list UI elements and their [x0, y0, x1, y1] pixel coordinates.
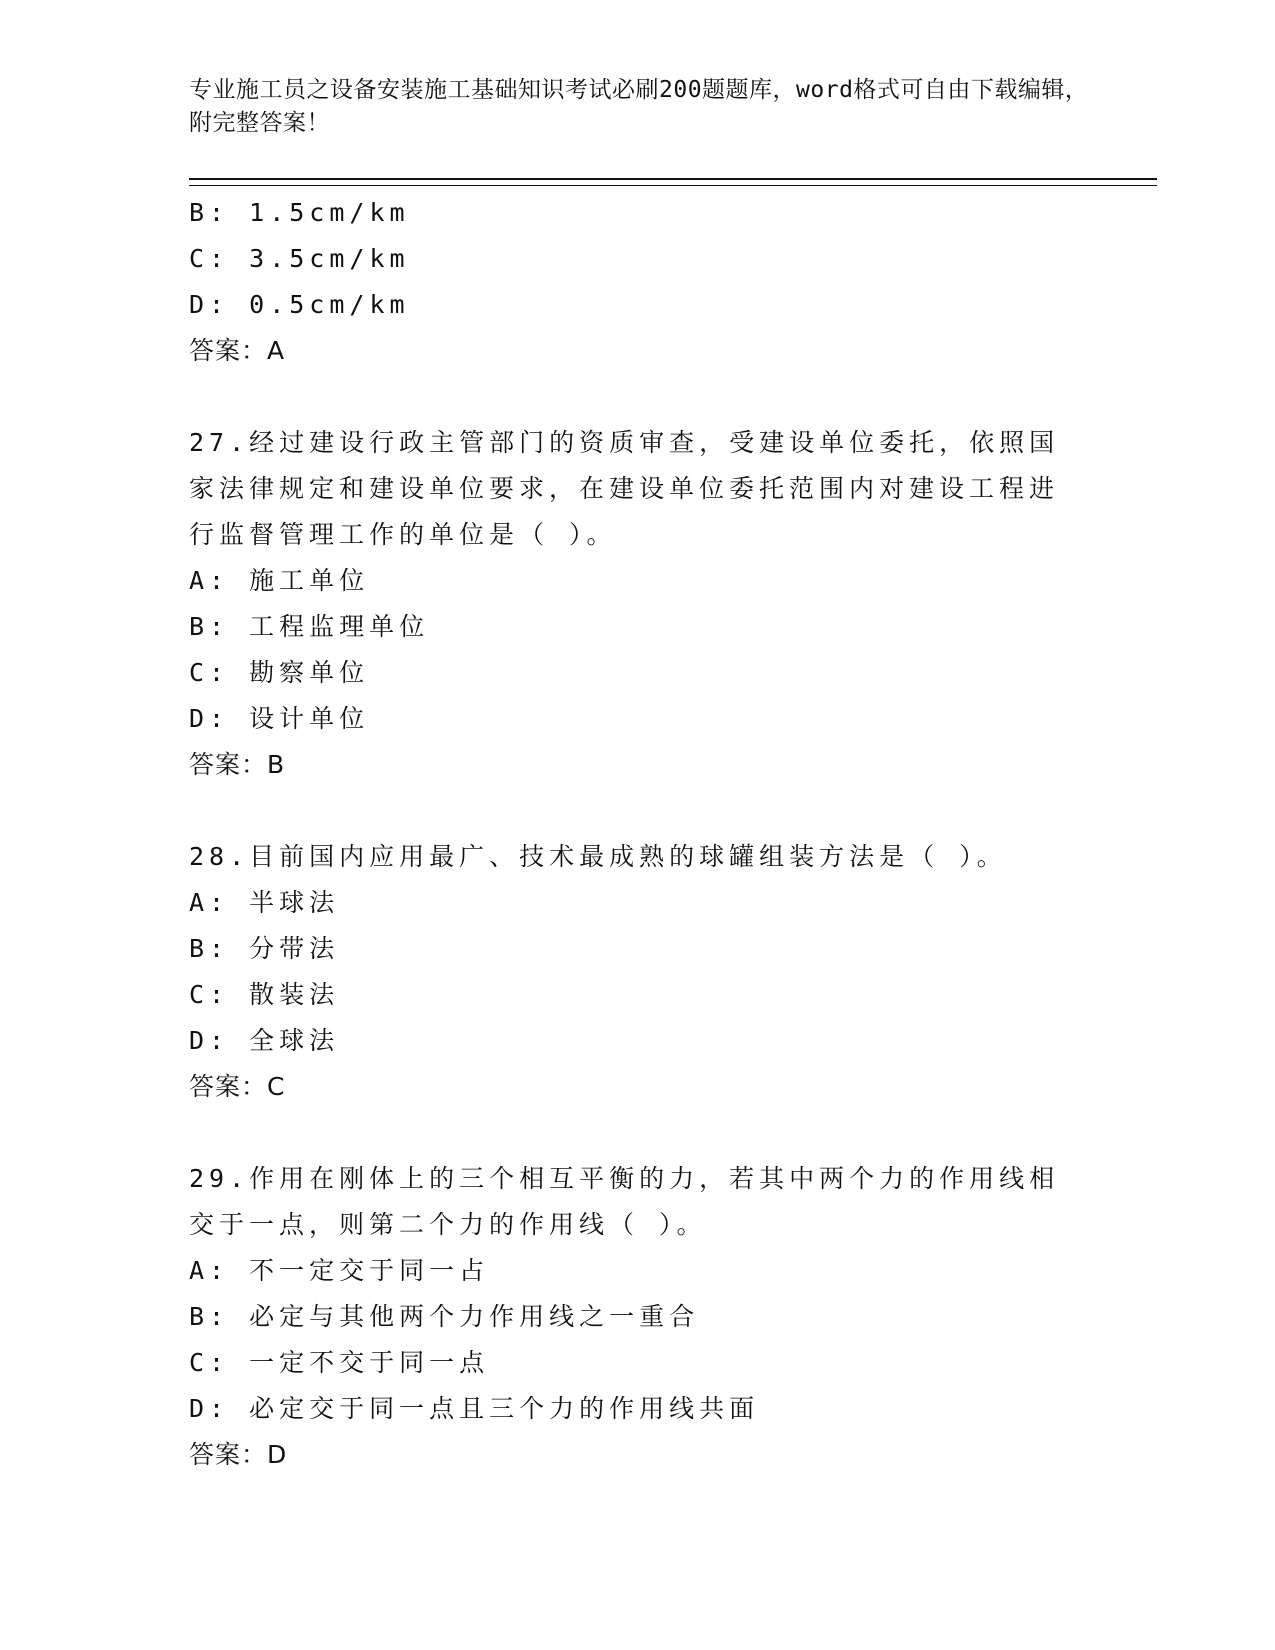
option-d: D: 设计单位 — [189, 704, 370, 733]
option-b: B: 1.5cm/km — [189, 198, 410, 227]
option-c: C: 3.5cm/km — [189, 244, 410, 273]
option-d: D: 0.5cm/km — [189, 290, 410, 319]
question-27 — [189, 420, 1109, 788]
question-29 — [189, 1156, 1109, 1478]
option-b: B: 分带法 — [189, 934, 340, 963]
question-text: 27.经过建设行政主管部门的资质审查，受建设单位委托，依照国家法律规定和建设单位要求，在建设单位委托范围内对建设工程进行监督管理工作的单位是（ ）。 — [189, 428, 1060, 549]
option-b: B: 必定与其他两个力作用线之一重合 — [189, 1302, 700, 1331]
page-header-title: 专业施工员之设备安装施工基础知识考试必刷200题题库，word格式可自由下载编辑，附完整答案！ — [189, 77, 1089, 136]
answer-line: 答案：B — [189, 750, 286, 779]
option-a: A: 半球法 — [189, 888, 340, 917]
answer-line: 答案：D — [189, 1440, 288, 1469]
question-text: 28.目前国内应用最广、技术最成熟的球罐组装方法是（ ）。 — [189, 842, 1007, 871]
question-content — [189, 190, 1109, 1478]
option-d: D: 必定交于同一点且三个力的作用线共面 — [189, 1394, 760, 1423]
continued-question-block — [189, 190, 1109, 374]
option-d: D: 全球法 — [189, 1026, 340, 1055]
option-a: A: 不一定交于同一占 — [189, 1256, 490, 1285]
option-c: C: 散装法 — [189, 980, 340, 1009]
option-b: B: 工程监理单位 — [189, 612, 430, 641]
header-divider — [189, 178, 1157, 186]
answer-line: 答案：A — [189, 336, 286, 365]
option-a: A: 施工单位 — [189, 566, 370, 595]
question-28 — [189, 834, 1109, 1110]
option-c: C: 勘察单位 — [189, 658, 370, 687]
option-c: C: 一定不交于同一点 — [189, 1348, 490, 1377]
answer-line: 答案：C — [189, 1072, 286, 1101]
question-text: 29.作用在刚体上的三个相互平衡的力，若其中两个力的作用线相交于一点，则第二个力的作用线（ ）。 — [189, 1164, 1060, 1239]
